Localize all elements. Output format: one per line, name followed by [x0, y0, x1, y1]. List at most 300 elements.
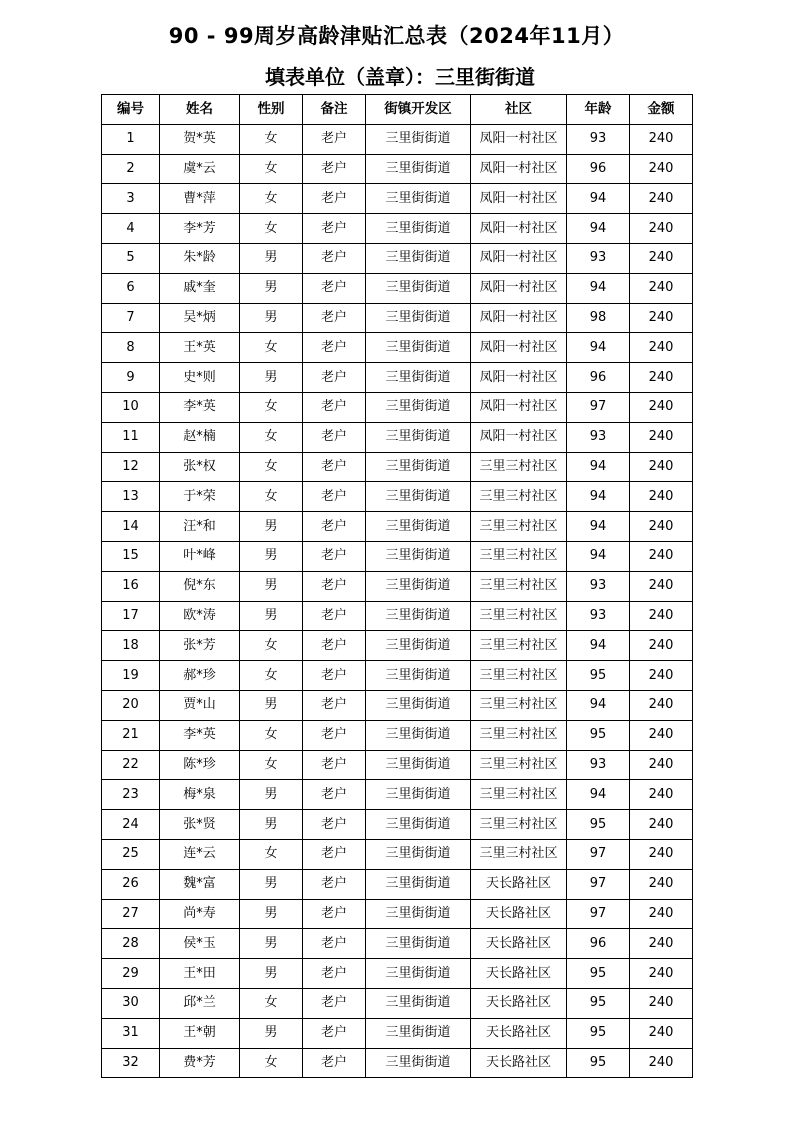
cell-gender: 女	[240, 214, 303, 244]
cell-number: 22	[102, 750, 160, 780]
cell-remark: 老户	[303, 392, 366, 422]
cell-number: 28	[102, 929, 160, 959]
cell-gender: 女	[240, 333, 303, 363]
cell-name: 张*贤	[160, 810, 240, 840]
cell-community: 凤阳一村社区	[471, 303, 567, 333]
cell-age: 97	[567, 839, 630, 869]
cell-gender: 男	[240, 959, 303, 989]
cell-remark: 老户	[303, 750, 366, 780]
cell-subdistrict: 三里街街道	[366, 1018, 471, 1048]
cell-subdistrict: 三里街街道	[366, 810, 471, 840]
cell-subdistrict: 三里街街道	[366, 124, 471, 154]
cell-community: 天长路社区	[471, 988, 567, 1018]
cell-age: 96	[567, 929, 630, 959]
cell-remark: 老户	[303, 959, 366, 989]
cell-subdistrict: 三里街街道	[366, 929, 471, 959]
cell-age: 94	[567, 541, 630, 571]
header-name: 姓名	[160, 95, 240, 125]
cell-number: 21	[102, 720, 160, 750]
cell-subdistrict: 三里街街道	[366, 214, 471, 244]
document-title: 90 - 99周岁高龄津贴汇总表（2024年11月）	[168, 24, 625, 48]
cell-age: 94	[567, 273, 630, 303]
table-row	[102, 631, 693, 661]
cell-remark: 老户	[303, 899, 366, 929]
cell-amount: 240	[630, 243, 693, 273]
cell-community: 三里三村社区	[471, 601, 567, 631]
cell-name: 王*朝	[160, 1018, 240, 1048]
cell-subdistrict: 三里街街道	[366, 333, 471, 363]
cell-remark: 老户	[303, 184, 366, 214]
cell-name: 李*英	[160, 392, 240, 422]
cell-gender: 男	[240, 690, 303, 720]
cell-age: 93	[567, 750, 630, 780]
cell-subdistrict: 三里街街道	[366, 601, 471, 631]
cell-remark: 老户	[303, 631, 366, 661]
cell-remark: 老户	[303, 869, 366, 899]
cell-community: 凤阳一村社区	[471, 273, 567, 303]
cell-number: 23	[102, 780, 160, 810]
subsidy-table	[101, 94, 693, 1078]
table-row	[102, 988, 693, 1018]
table-row	[102, 1018, 693, 1048]
cell-name: 王*田	[160, 959, 240, 989]
cell-name: 连*云	[160, 839, 240, 869]
cell-community: 三里三村社区	[471, 571, 567, 601]
cell-name: 赵*楠	[160, 422, 240, 452]
cell-number: 32	[102, 1048, 160, 1078]
cell-gender: 女	[240, 631, 303, 661]
cell-community: 天长路社区	[471, 1018, 567, 1048]
cell-gender: 男	[240, 541, 303, 571]
cell-remark: 老户	[303, 988, 366, 1018]
cell-subdistrict: 三里街街道	[366, 303, 471, 333]
cell-amount: 240	[630, 571, 693, 601]
cell-name: 王*英	[160, 333, 240, 363]
cell-amount: 240	[630, 869, 693, 899]
cell-gender: 男	[240, 601, 303, 631]
cell-number: 6	[102, 273, 160, 303]
cell-age: 93	[567, 124, 630, 154]
cell-age: 94	[567, 631, 630, 661]
cell-remark: 老户	[303, 303, 366, 333]
table-row	[102, 839, 693, 869]
cell-number: 13	[102, 482, 160, 512]
cell-remark: 老户	[303, 571, 366, 601]
cell-age: 93	[567, 601, 630, 631]
cell-age: 94	[567, 452, 630, 482]
table-row	[102, 690, 693, 720]
cell-amount: 240	[630, 661, 693, 691]
cell-number: 14	[102, 512, 160, 542]
table-row	[102, 571, 693, 601]
cell-community: 三里三村社区	[471, 780, 567, 810]
table-row	[102, 869, 693, 899]
cell-gender: 女	[240, 154, 303, 184]
cell-community: 凤阳一村社区	[471, 363, 567, 393]
cell-remark: 老户	[303, 482, 366, 512]
header-gender: 性别	[240, 95, 303, 125]
cell-gender: 男	[240, 303, 303, 333]
header-amount: 金额	[630, 95, 693, 125]
cell-community: 三里三村社区	[471, 810, 567, 840]
cell-subdistrict: 三里街街道	[366, 899, 471, 929]
cell-subdistrict: 三里街街道	[366, 482, 471, 512]
cell-subdistrict: 三里街街道	[366, 422, 471, 452]
cell-community: 凤阳一村社区	[471, 124, 567, 154]
cell-amount: 240	[630, 154, 693, 184]
cell-number: 9	[102, 363, 160, 393]
cell-community: 凤阳一村社区	[471, 154, 567, 184]
cell-subdistrict: 三里街街道	[366, 720, 471, 750]
cell-age: 94	[567, 333, 630, 363]
cell-age: 94	[567, 184, 630, 214]
cell-age: 95	[567, 1018, 630, 1048]
cell-number: 2	[102, 154, 160, 184]
cell-subdistrict: 三里街街道	[366, 780, 471, 810]
cell-age: 97	[567, 869, 630, 899]
cell-number: 16	[102, 571, 160, 601]
cell-amount: 240	[630, 1018, 693, 1048]
table-row	[102, 422, 693, 452]
cell-amount: 240	[630, 899, 693, 929]
cell-remark: 老户	[303, 273, 366, 303]
cell-number: 29	[102, 959, 160, 989]
cell-subdistrict: 三里街街道	[366, 750, 471, 780]
cell-gender: 男	[240, 780, 303, 810]
cell-number: 5	[102, 243, 160, 273]
cell-age: 94	[567, 512, 630, 542]
cell-gender: 女	[240, 422, 303, 452]
cell-remark: 老户	[303, 333, 366, 363]
cell-subdistrict: 三里街街道	[366, 1048, 471, 1078]
cell-gender: 男	[240, 929, 303, 959]
cell-age: 95	[567, 720, 630, 750]
cell-amount: 240	[630, 124, 693, 154]
cell-name: 侯*玉	[160, 929, 240, 959]
cell-amount: 240	[630, 750, 693, 780]
cell-amount: 240	[630, 333, 693, 363]
cell-amount: 240	[630, 988, 693, 1018]
cell-community: 三里三村社区	[471, 512, 567, 542]
cell-number: 18	[102, 631, 160, 661]
cell-name: 虞*云	[160, 154, 240, 184]
cell-subdistrict: 三里街街道	[366, 631, 471, 661]
table-row	[102, 780, 693, 810]
cell-gender: 女	[240, 184, 303, 214]
cell-amount: 240	[630, 601, 693, 631]
cell-name: 梅*泉	[160, 780, 240, 810]
table-header-row	[102, 95, 693, 125]
cell-name: 费*芳	[160, 1048, 240, 1078]
table-row	[102, 661, 693, 691]
cell-name: 戚*奎	[160, 273, 240, 303]
cell-remark: 老户	[303, 422, 366, 452]
cell-community: 三里三村社区	[471, 690, 567, 720]
cell-age: 94	[567, 780, 630, 810]
cell-community: 天长路社区	[471, 1048, 567, 1078]
cell-community: 凤阳一村社区	[471, 392, 567, 422]
cell-remark: 老户	[303, 1018, 366, 1048]
cell-gender: 女	[240, 482, 303, 512]
cell-age: 94	[567, 690, 630, 720]
filing-unit-line: 填表单位（盖章）：三里街街道	[265, 65, 535, 89]
cell-amount: 240	[630, 959, 693, 989]
cell-gender: 女	[240, 452, 303, 482]
cell-community: 天长路社区	[471, 899, 567, 929]
cell-age: 94	[567, 214, 630, 244]
cell-remark: 老户	[303, 452, 366, 482]
table-row	[102, 333, 693, 363]
cell-remark: 老户	[303, 1048, 366, 1078]
cell-remark: 老户	[303, 512, 366, 542]
cell-number: 27	[102, 899, 160, 929]
cell-name: 陈*珍	[160, 750, 240, 780]
cell-community: 凤阳一村社区	[471, 333, 567, 363]
cell-age: 97	[567, 899, 630, 929]
table-row	[102, 750, 693, 780]
table-row	[102, 1048, 693, 1078]
cell-amount: 240	[630, 422, 693, 452]
header-age: 年龄	[567, 95, 630, 125]
cell-remark: 老户	[303, 720, 366, 750]
cell-gender: 女	[240, 988, 303, 1018]
table-row	[102, 154, 693, 184]
cell-age: 96	[567, 154, 630, 184]
table-row	[102, 601, 693, 631]
cell-number: 4	[102, 214, 160, 244]
cell-amount: 240	[630, 273, 693, 303]
cell-number: 12	[102, 452, 160, 482]
cell-age: 95	[567, 810, 630, 840]
table-row	[102, 541, 693, 571]
cell-community: 天长路社区	[471, 959, 567, 989]
cell-name: 李*英	[160, 720, 240, 750]
cell-community: 三里三村社区	[471, 839, 567, 869]
cell-name: 史*则	[160, 363, 240, 393]
header-subdistrict: 街镇开发区	[366, 95, 471, 125]
cell-community: 凤阳一村社区	[471, 422, 567, 452]
cell-gender: 女	[240, 839, 303, 869]
table-row	[102, 929, 693, 959]
cell-subdistrict: 三里街街道	[366, 392, 471, 422]
cell-community: 三里三村社区	[471, 482, 567, 512]
cell-amount: 240	[630, 839, 693, 869]
cell-community: 凤阳一村社区	[471, 243, 567, 273]
cell-number: 31	[102, 1018, 160, 1048]
header-number: 编号	[102, 95, 160, 125]
cell-number: 8	[102, 333, 160, 363]
cell-subdistrict: 三里街街道	[366, 869, 471, 899]
cell-subdistrict: 三里街街道	[366, 988, 471, 1018]
cell-gender: 女	[240, 1048, 303, 1078]
cell-remark: 老户	[303, 661, 366, 691]
cell-name: 张*芳	[160, 631, 240, 661]
cell-amount: 240	[630, 720, 693, 750]
cell-number: 30	[102, 988, 160, 1018]
cell-remark: 老户	[303, 780, 366, 810]
cell-remark: 老户	[303, 839, 366, 869]
cell-name: 叶*峰	[160, 541, 240, 571]
table-row	[102, 214, 693, 244]
cell-age: 95	[567, 988, 630, 1018]
cell-subdistrict: 三里街街道	[366, 541, 471, 571]
cell-community: 天长路社区	[471, 869, 567, 899]
cell-remark: 老户	[303, 929, 366, 959]
cell-amount: 240	[630, 780, 693, 810]
cell-gender: 男	[240, 243, 303, 273]
cell-subdistrict: 三里街街道	[366, 363, 471, 393]
table-row	[102, 363, 693, 393]
cell-number: 17	[102, 601, 160, 631]
cell-age: 94	[567, 482, 630, 512]
cell-community: 三里三村社区	[471, 541, 567, 571]
cell-amount: 240	[630, 392, 693, 422]
cell-subdistrict: 三里街街道	[366, 839, 471, 869]
cell-community: 天长路社区	[471, 929, 567, 959]
header-community: 社区	[471, 95, 567, 125]
cell-amount: 240	[630, 810, 693, 840]
header-remark: 备注	[303, 95, 366, 125]
cell-number: 11	[102, 422, 160, 452]
cell-gender: 女	[240, 392, 303, 422]
cell-age: 98	[567, 303, 630, 333]
table-row	[102, 392, 693, 422]
cell-age: 93	[567, 571, 630, 601]
cell-gender: 男	[240, 571, 303, 601]
cell-gender: 女	[240, 124, 303, 154]
cell-number: 26	[102, 869, 160, 899]
cell-age: 95	[567, 959, 630, 989]
cell-community: 三里三村社区	[471, 631, 567, 661]
cell-name: 汪*和	[160, 512, 240, 542]
cell-name: 邱*兰	[160, 988, 240, 1018]
cell-age: 97	[567, 392, 630, 422]
cell-subdistrict: 三里街街道	[366, 452, 471, 482]
cell-remark: 老户	[303, 154, 366, 184]
cell-number: 24	[102, 810, 160, 840]
cell-name: 曹*萍	[160, 184, 240, 214]
cell-remark: 老户	[303, 363, 366, 393]
cell-gender: 女	[240, 661, 303, 691]
cell-gender: 女	[240, 750, 303, 780]
cell-community: 凤阳一村社区	[471, 184, 567, 214]
table-row	[102, 810, 693, 840]
cell-subdistrict: 三里街街道	[366, 273, 471, 303]
cell-remark: 老户	[303, 601, 366, 631]
cell-age: 96	[567, 363, 630, 393]
cell-name: 贺*英	[160, 124, 240, 154]
cell-community: 三里三村社区	[471, 720, 567, 750]
cell-name: 于*荣	[160, 482, 240, 512]
cell-number: 19	[102, 661, 160, 691]
cell-age: 95	[567, 661, 630, 691]
cell-subdistrict: 三里街街道	[366, 243, 471, 273]
table-row	[102, 273, 693, 303]
cell-name: 魏*富	[160, 869, 240, 899]
cell-amount: 240	[630, 363, 693, 393]
table-row	[102, 899, 693, 929]
cell-amount: 240	[630, 184, 693, 214]
cell-amount: 240	[630, 690, 693, 720]
cell-community: 三里三村社区	[471, 750, 567, 780]
cell-age: 95	[567, 1048, 630, 1078]
cell-amount: 240	[630, 1048, 693, 1078]
table-row	[102, 303, 693, 333]
cell-name: 贾*山	[160, 690, 240, 720]
cell-name: 朱*龄	[160, 243, 240, 273]
cell-gender: 女	[240, 720, 303, 750]
cell-subdistrict: 三里街街道	[366, 690, 471, 720]
cell-community: 三里三村社区	[471, 661, 567, 691]
cell-number: 15	[102, 541, 160, 571]
table-row	[102, 482, 693, 512]
cell-subdistrict: 三里街街道	[366, 512, 471, 542]
cell-community: 三里三村社区	[471, 452, 567, 482]
cell-subdistrict: 三里街街道	[366, 184, 471, 214]
cell-number: 25	[102, 839, 160, 869]
table-body	[102, 124, 693, 1078]
cell-subdistrict: 三里街街道	[366, 154, 471, 184]
cell-age: 93	[567, 243, 630, 273]
cell-number: 1	[102, 124, 160, 154]
cell-number: 20	[102, 690, 160, 720]
cell-remark: 老户	[303, 690, 366, 720]
table-row	[102, 184, 693, 214]
cell-subdistrict: 三里街街道	[366, 959, 471, 989]
cell-remark: 老户	[303, 124, 366, 154]
cell-amount: 240	[630, 631, 693, 661]
cell-name: 郝*珍	[160, 661, 240, 691]
cell-gender: 男	[240, 899, 303, 929]
cell-name: 欧*涛	[160, 601, 240, 631]
cell-gender: 男	[240, 363, 303, 393]
cell-gender: 男	[240, 810, 303, 840]
cell-gender: 男	[240, 869, 303, 899]
cell-subdistrict: 三里街街道	[366, 661, 471, 691]
cell-amount: 240	[630, 512, 693, 542]
table-row	[102, 452, 693, 482]
cell-remark: 老户	[303, 214, 366, 244]
cell-gender: 男	[240, 512, 303, 542]
cell-name: 吴*炳	[160, 303, 240, 333]
cell-amount: 240	[630, 482, 693, 512]
cell-number: 7	[102, 303, 160, 333]
cell-number: 3	[102, 184, 160, 214]
cell-amount: 240	[630, 541, 693, 571]
cell-age: 93	[567, 422, 630, 452]
cell-name: 李*芳	[160, 214, 240, 244]
cell-remark: 老户	[303, 243, 366, 273]
cell-remark: 老户	[303, 541, 366, 571]
cell-amount: 240	[630, 214, 693, 244]
cell-amount: 240	[630, 303, 693, 333]
cell-community: 凤阳一村社区	[471, 214, 567, 244]
cell-gender: 男	[240, 1018, 303, 1048]
cell-subdistrict: 三里街街道	[366, 571, 471, 601]
cell-number: 10	[102, 392, 160, 422]
table-row	[102, 124, 693, 154]
cell-amount: 240	[630, 452, 693, 482]
cell-name: 张*权	[160, 452, 240, 482]
table-row	[102, 959, 693, 989]
cell-name: 倪*东	[160, 571, 240, 601]
table-row	[102, 243, 693, 273]
cell-name: 尚*寿	[160, 899, 240, 929]
table-row	[102, 720, 693, 750]
cell-amount: 240	[630, 929, 693, 959]
cell-gender: 男	[240, 273, 303, 303]
table-row	[102, 512, 693, 542]
